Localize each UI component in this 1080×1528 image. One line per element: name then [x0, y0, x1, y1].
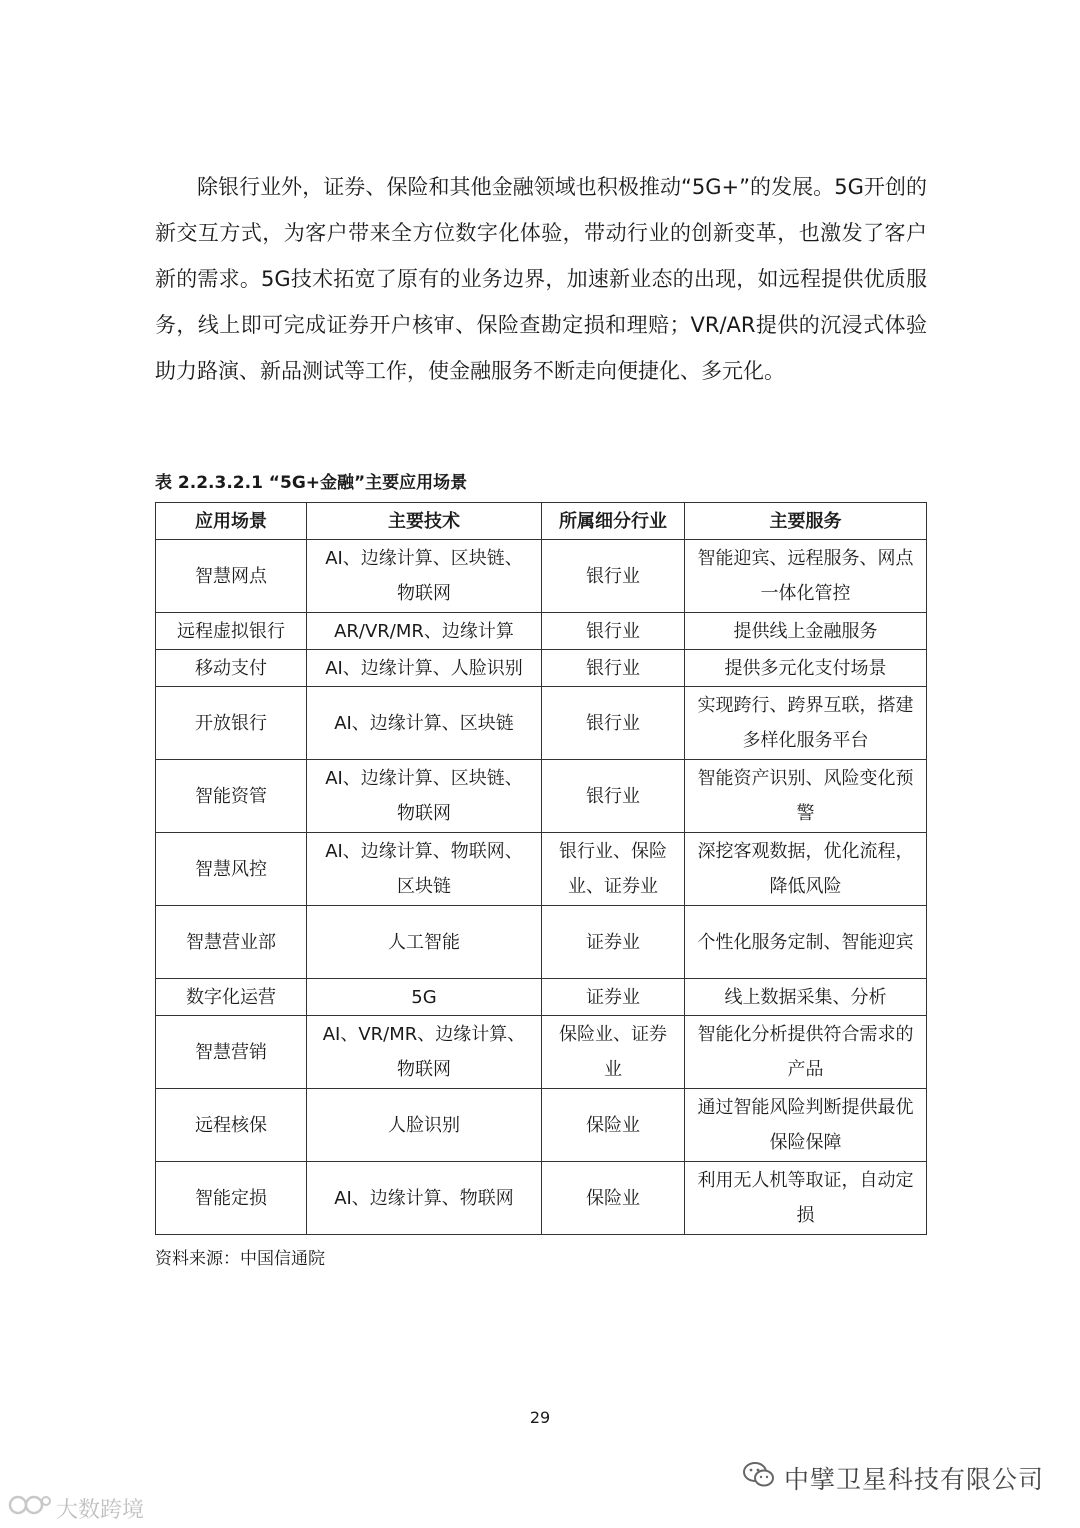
cell-service: 智能化分析提供符合需求的产品: [685, 1016, 927, 1089]
header-scenario: 应用场景: [156, 503, 307, 540]
table-row: [156, 1089, 927, 1162]
cell-technology: 人工智能: [307, 906, 542, 979]
table-row: [156, 1016, 927, 1089]
cell-technology: AI、边缘计算、物联网、区块链: [307, 833, 542, 906]
cell-technology: AI、边缘计算、物联网: [307, 1162, 542, 1235]
table-row: [156, 540, 927, 613]
header-technology: 主要技术: [307, 503, 542, 540]
cell-scenario: 移动支付: [156, 650, 307, 687]
cell-scenario: 智能资管: [156, 760, 307, 833]
cell-industry: 证券业: [542, 979, 685, 1016]
cell-scenario: 远程核保: [156, 1089, 307, 1162]
cell-scenario: 智能定损: [156, 1162, 307, 1235]
cell-scenario: 开放银行: [156, 687, 307, 760]
table-row: [156, 1162, 927, 1235]
cell-service: 通过智能风险判断提供最优保险保障: [685, 1089, 927, 1162]
header-industry: 所属细分行业: [542, 503, 685, 540]
cell-technology: AI、边缘计算、区块链: [307, 687, 542, 760]
cell-industry: 银行业: [542, 540, 685, 613]
table-row: [156, 613, 927, 650]
cell-industry: 银行业: [542, 650, 685, 687]
watermark-brand-text: 大数跨境: [56, 1497, 145, 1523]
cell-service: 提供线上金融服务: [685, 613, 927, 650]
watermark-company: [742, 1460, 1044, 1496]
cell-service: 智能资产识别、风险变化预警: [685, 760, 927, 833]
cell-service: 提供多元化支付场景: [685, 650, 927, 687]
cell-scenario: 智慧风控: [156, 833, 307, 906]
cell-scenario: 智慧营业部: [156, 906, 307, 979]
table-row: [156, 650, 927, 687]
cell-industry: 保险业、证券业: [542, 1016, 685, 1089]
cell-service: 利用无人机等取证，自动定损: [685, 1162, 927, 1235]
dashu-logo-icon: [8, 1492, 52, 1524]
source-note: 资料来源：中国信通院: [155, 1249, 325, 1269]
cell-scenario: 远程虚拟银行: [156, 613, 307, 650]
cell-scenario: 智慧网点: [156, 540, 307, 613]
cell-technology: AI、VR/MR、边缘计算、物联网: [307, 1016, 542, 1089]
watermark-company-text: 中擘卫星科技有限公司: [783, 1465, 1044, 1494]
header-service: 主要服务: [685, 503, 927, 540]
table-row: [156, 979, 927, 1016]
application-scenarios-table: [155, 502, 927, 1235]
cell-technology: 人脸识别: [307, 1089, 542, 1162]
cell-industry: 证券业: [542, 906, 685, 979]
watermark-brand: [8, 1492, 144, 1524]
cell-industry: 银行业、保险业、证券业: [542, 833, 685, 906]
cell-scenario: 数字化运营: [156, 979, 307, 1016]
cell-technology: 5G: [307, 979, 542, 1016]
table-caption: 表 2.2.3.2.1 “5G+金融”主要应用场景: [155, 473, 468, 493]
page-number: 29: [529, 1408, 551, 1427]
table-row: [156, 687, 927, 760]
cell-industry: 保险业: [542, 1089, 685, 1162]
cell-industry: 银行业: [542, 687, 685, 760]
cell-industry: 银行业: [542, 760, 685, 833]
table-row: [156, 833, 927, 906]
cell-technology: AI、边缘计算、区块链、物联网: [307, 760, 542, 833]
cell-service: 深挖客观数据，优化流程，降低风险: [685, 833, 927, 906]
wechat-icon: [742, 1461, 776, 1495]
cell-industry: 保险业: [542, 1162, 685, 1235]
cell-industry: 银行业: [542, 613, 685, 650]
cell-service: 智能迎宾、远程服务、网点一体化管控: [685, 540, 927, 613]
table-header-row: [156, 503, 927, 540]
cell-service: 线上数据采集、分析: [685, 979, 927, 1016]
cell-technology: AI、边缘计算、人脸识别: [307, 650, 542, 687]
cell-technology: AR/VR/MR、边缘计算: [307, 613, 542, 650]
table-row: [156, 760, 927, 833]
cell-technology: AI、边缘计算、区块链、物联网: [307, 540, 542, 613]
body-paragraph: 除银行业外，证券、保险和其他金融领域也积极推动“5G+”的发展。5G开创的新交互方式，为客户带来全方位数字化体验，带动行业的创新变革，也激发了客户新的需求。5G技术拓宽了原有的业务边界，加速新业态的出现，如远程提供优质服务，线上即可完成证券开户核审、保险查勘定损和理赔；VR/AR提供的沉浸式体验助力路演、新品测试等工作，使金融服务不断走向便捷化、多元化。: [155, 175, 927, 383]
cell-scenario: 智慧营销: [156, 1016, 307, 1089]
cell-service: 实现跨行、跨界互联，搭建多样化服务平台: [685, 687, 927, 760]
table-row: [156, 906, 927, 979]
cell-service: 个性化服务定制、智能迎宾: [685, 906, 927, 979]
